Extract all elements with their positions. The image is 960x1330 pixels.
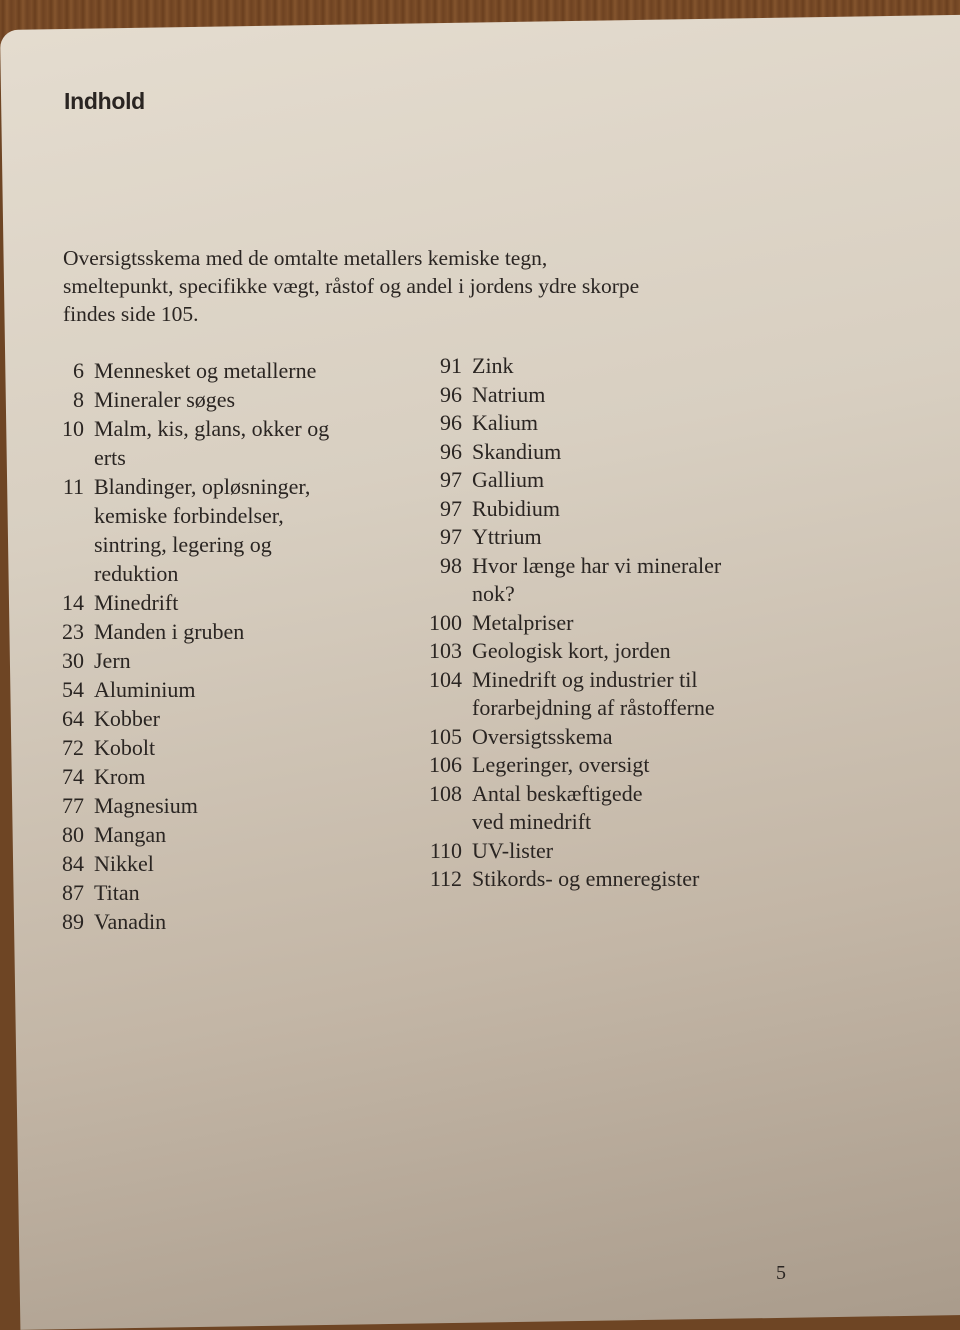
toc-page-number: 10 — [62, 416, 84, 441]
toc-entry — [40, 704, 329, 733]
toc-page-number: 110 — [429, 837, 462, 863]
toc-entry — [408, 495, 721, 524]
page-number: 5 — [776, 1262, 786, 1284]
intro-line: Oversigtsskema med de omtalte metallers kemiske tegn, — [63, 246, 548, 270]
toc-title: Vanadin — [94, 909, 167, 934]
toc-title: Skandium — [472, 438, 562, 464]
toc-title: Rubidium — [472, 495, 561, 521]
toc-entry — [40, 762, 329, 791]
toc-entry — [408, 438, 721, 467]
toc-title: Nikkel — [94, 851, 154, 876]
toc-entry — [408, 466, 721, 495]
toc-page-number: 97 — [440, 495, 462, 521]
toc-entry — [40, 646, 329, 675]
toc-page-number: 80 — [62, 822, 84, 847]
toc-page-number: 77 — [62, 793, 84, 818]
toc-title: Malm, kis, glans, okker og erts — [94, 416, 330, 470]
toc-entry — [408, 780, 721, 837]
toc-title: Minedrift — [94, 590, 179, 615]
toc-title: Kalium — [472, 410, 538, 435]
toc-page-number: 84 — [62, 851, 84, 876]
toc-title: UV-lister — [472, 837, 554, 863]
toc-page-number: 100 — [429, 609, 462, 635]
toc-entry — [40, 356, 329, 385]
intro-line: smeltepunkt, specifikke vægt, råstof og andel i jordens ydre skorpe — [63, 274, 640, 298]
toc-title: Manden i gruben — [94, 619, 245, 644]
toc-page-number: 108 — [429, 780, 462, 806]
toc-page-number: 96 — [440, 381, 462, 407]
intro-paragraph — [63, 244, 783, 328]
toc-page-number: 98 — [440, 552, 462, 578]
toc-title: Legeringer, oversigt — [472, 752, 650, 777]
toc-title: Geologisk kort, jorden — [472, 638, 671, 663]
toc-entry — [40, 472, 329, 588]
toc-page-number: 97 — [440, 524, 462, 549]
toc-page-number: 106 — [429, 752, 462, 777]
toc-page-number: 74 — [62, 764, 84, 789]
toc-title: Kobolt — [94, 735, 156, 760]
toc-page-number: 91 — [440, 353, 462, 378]
toc-entry — [408, 666, 721, 723]
toc-page-number: 96 — [440, 410, 462, 435]
toc-entry — [408, 751, 721, 780]
toc-page-number: 23 — [62, 619, 84, 644]
toc-entry — [408, 723, 721, 752]
toc-title: Stikords- og emneregister — [472, 866, 700, 891]
toc-entry — [40, 617, 329, 646]
toc-title: Magnesium — [94, 793, 198, 818]
toc-page-number: 14 — [62, 590, 84, 615]
toc-title: Blandinger, opløsninger, kemiske forbindelser, sintring, legering og reduktion — [94, 474, 311, 586]
toc-entry — [40, 878, 329, 907]
toc-entry — [408, 409, 721, 438]
toc-page-number: 72 — [62, 735, 84, 760]
toc-title: Natrium — [472, 381, 546, 407]
toc-page-number: 104 — [429, 666, 462, 692]
toc-page-number: 97 — [440, 467, 462, 492]
toc-page-number: 103 — [429, 638, 462, 663]
toc-entry — [408, 609, 721, 638]
toc-entry — [40, 907, 329, 936]
toc-entry — [408, 837, 721, 866]
toc-entry — [40, 385, 329, 414]
intro-line: findes side 105. — [63, 302, 199, 326]
toc-title: Metalpriser — [472, 609, 574, 635]
toc-page-number: 54 — [62, 677, 84, 702]
toc-page-number: 112 — [429, 866, 462, 891]
toc-entry — [408, 523, 721, 552]
toc-entry — [40, 733, 329, 762]
toc-right-column — [408, 352, 721, 894]
page-title: Indhold — [64, 88, 145, 114]
toc-page-number: 89 — [62, 909, 84, 934]
toc-entry — [40, 588, 329, 617]
toc-page-number: 105 — [429, 723, 462, 749]
toc-title: Gallium — [472, 467, 545, 492]
toc-entry — [40, 849, 329, 878]
toc-title: Minedrift og industrier til forarbejdning af råstofferne — [472, 666, 715, 720]
toc-title: Jern — [94, 648, 131, 673]
toc-entry — [408, 352, 721, 381]
toc-page-number: 6 — [73, 358, 84, 383]
toc-entry — [40, 820, 329, 849]
toc-entry — [408, 381, 721, 410]
toc-entry — [40, 675, 329, 704]
toc-page-number: 30 — [62, 648, 84, 673]
toc-title: Yttrium — [472, 524, 542, 549]
toc-left-column — [40, 356, 329, 936]
toc-page-number: 87 — [62, 880, 84, 905]
toc-entry — [40, 414, 329, 472]
toc-title: Aluminium — [94, 677, 196, 702]
toc-title: Krom — [94, 764, 146, 789]
toc-title: Titan — [94, 880, 140, 905]
toc-entry — [408, 552, 721, 609]
toc-title: Oversigtsskema — [472, 723, 613, 749]
toc-page-number: 8 — [73, 387, 84, 412]
toc-title: Mineraler søges — [94, 387, 236, 412]
toc-entry — [40, 791, 329, 820]
toc-entry — [408, 865, 721, 894]
toc-title: Mennesket og metallerne — [94, 358, 317, 383]
toc-title: Antal beskæftigede ved minedrift — [472, 780, 643, 834]
toc-title: Kobber — [94, 706, 160, 731]
toc-title: Hvor længe har vi mineraler nok? — [472, 552, 722, 606]
toc-page-number: 64 — [62, 706, 84, 731]
toc-page-number: 96 — [440, 438, 462, 464]
toc-entry — [408, 637, 721, 666]
toc-title: Mangan — [94, 822, 167, 847]
toc-title: Zink — [472, 353, 514, 378]
toc-page-number: 11 — [62, 474, 84, 499]
